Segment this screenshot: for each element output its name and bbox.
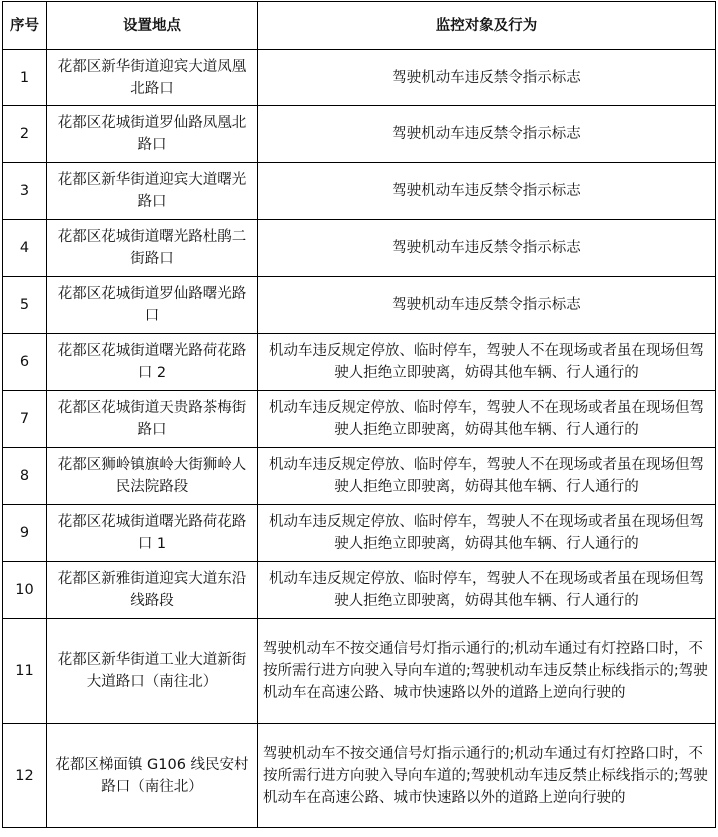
row-location: 花都区花城街道天贵路茶梅街路口 [47, 391, 258, 448]
row-index: 1 [3, 50, 47, 106]
table-row [3, 391, 716, 448]
row-behavior: 机动车违反规定停放、临时停车，驾驶人不在现场或者虽在现场但驾驶人拒绝立即驶离，妨碍其他车辆、行人通行的 [258, 448, 716, 505]
header-location: 设置地点 [47, 2, 258, 50]
header-index: 序号 [3, 2, 47, 50]
row-behavior: 驾驶机动车不按交通信号灯指示通行的;机动车通过有灯控路口时，不按所需行进方向驶入导向车道的;驾驶机动车违反禁止标线指示的;驾驶机动车在高速公路、城市快速路以外的道路上逆向行驶的 [258, 724, 716, 828]
row-behavior: 机动车违反规定停放、临时停车，驾驶人不在现场或者虽在现场但驾驶人拒绝立即驶离，妨碍其他车辆、行人通行的 [258, 562, 716, 619]
row-index: 7 [3, 391, 47, 448]
table-row [3, 334, 716, 391]
table-row [3, 619, 716, 724]
row-index: 10 [3, 562, 47, 619]
row-behavior: 驾驶机动车不按交通信号灯指示通行的;机动车通过有灯控路口时，不按所需行进方向驶入导向车道的;驾驶机动车违反禁止标线指示的;驾驶机动车在高速公路、城市快速路以外的道路上逆向行驶的 [258, 619, 716, 724]
row-behavior: 驾驶机动车违反禁令指示标志 [258, 277, 716, 334]
row-location: 花都区花城街道曙光路杜鹃二街路口 [47, 220, 258, 277]
row-behavior: 机动车违反规定停放、临时停车，驾驶人不在现场或者虽在现场但驾驶人拒绝立即驶离，妨碍其他车辆、行人通行的 [258, 334, 716, 391]
row-index: 5 [3, 277, 47, 334]
row-index: 11 [3, 619, 47, 724]
row-location: 花都区新雅街道迎宾大道东沿线路段 [47, 562, 258, 619]
row-index: 4 [3, 220, 47, 277]
row-index: 12 [3, 724, 47, 828]
row-location: 花都区狮岭镇旗岭大街狮岭人民法院路段 [47, 448, 258, 505]
row-behavior: 机动车违反规定停放、临时停车，驾驶人不在现场或者虽在现场但驾驶人拒绝立即驶离，妨碍其他车辆、行人通行的 [258, 505, 716, 562]
table-row [3, 724, 716, 828]
row-location: 花都区花城街道曙光路荷花路口 2 [47, 334, 258, 391]
table-row [3, 562, 716, 619]
row-behavior: 驾驶机动车违反禁令指示标志 [258, 220, 716, 277]
row-index: 8 [3, 448, 47, 505]
table-row [3, 163, 716, 220]
row-behavior: 机动车违反规定停放、临时停车，驾驶人不在现场或者虽在现场但驾驶人拒绝立即驶离，妨碍其他车辆、行人通行的 [258, 391, 716, 448]
row-behavior: 驾驶机动车违反禁令指示标志 [258, 163, 716, 220]
table-row [3, 505, 716, 562]
row-location: 花都区梯面镇 G106 线民安村路口（南往北） [47, 724, 258, 828]
row-location: 花都区新华街道迎宾大道凤凰北路口 [47, 50, 258, 106]
row-location: 花都区花城街道罗仙路凤凰北路口 [47, 106, 258, 163]
monitoring-table [2, 1, 716, 828]
row-behavior: 驾驶机动车违反禁令指示标志 [258, 106, 716, 163]
table-row [3, 448, 716, 505]
row-index: 3 [3, 163, 47, 220]
row-index: 2 [3, 106, 47, 163]
row-location: 花都区新华街道工业大道新街大道路口（南往北） [47, 619, 258, 724]
table-row [3, 220, 716, 277]
row-index: 9 [3, 505, 47, 562]
header-behavior: 监控对象及行为 [258, 2, 716, 50]
row-behavior: 驾驶机动车违反禁令指示标志 [258, 50, 716, 106]
row-location: 花都区新华街道迎宾大道曙光路口 [47, 163, 258, 220]
row-index: 6 [3, 334, 47, 391]
table-header-row [3, 2, 716, 50]
row-location: 花都区花城街道曙光路荷花路口 1 [47, 505, 258, 562]
table-row [3, 106, 716, 163]
table-row [3, 50, 716, 106]
table-row [3, 277, 716, 334]
row-location: 花都区花城街道罗仙路曙光路口 [47, 277, 258, 334]
